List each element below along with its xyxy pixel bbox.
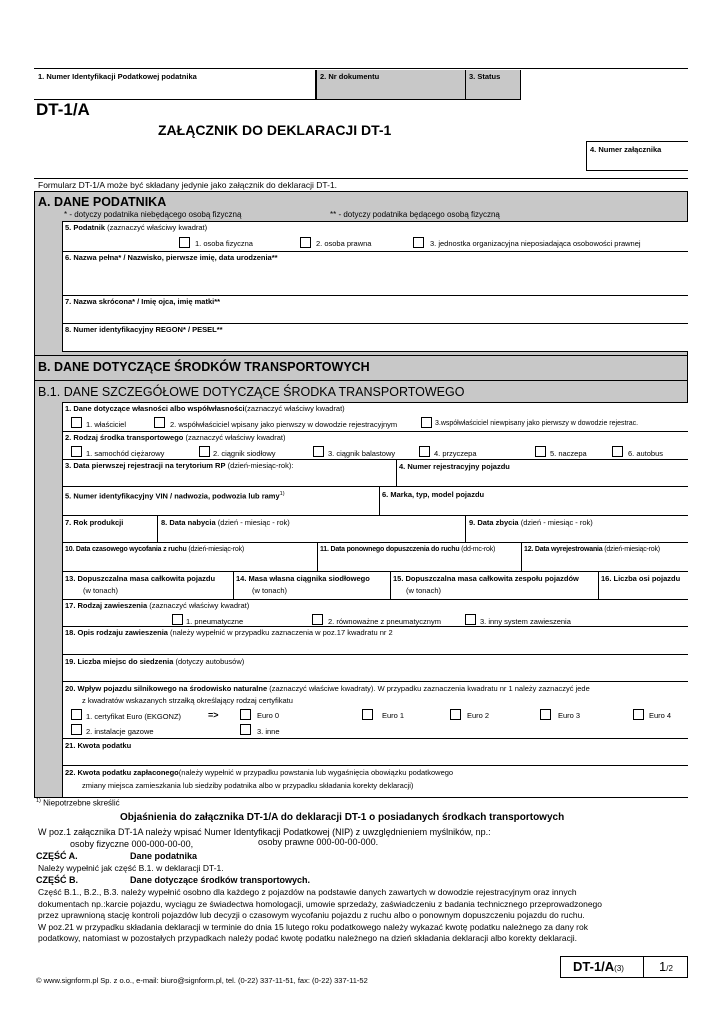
first-registration-hint: (dzień-miesiąc-rok): <box>227 461 294 470</box>
readmission-date-label: 11. Data ponownego dopuszczenia do ruchu <box>320 546 460 553</box>
option-bus: 6. autobus <box>628 449 664 458</box>
section-b1-title: B.1. DANE SZCZEGÓŁOWE DOTYCZĄCE ŚRODKA TRANSPORTOWEGO <box>38 385 465 399</box>
row-divider <box>62 654 688 655</box>
readmission-date-field[interactable] <box>320 546 495 553</box>
nip-field[interactable] <box>34 70 316 100</box>
attachment-number-field[interactable] <box>586 141 688 171</box>
status-field <box>466 70 521 100</box>
checkbox-euro-0[interactable] <box>240 709 251 720</box>
page-total: /2 <box>666 964 673 973</box>
withdrawal-date-field[interactable] <box>65 546 244 553</box>
checkbox-pneumatic-equivalent[interactable] <box>312 614 323 625</box>
row-divider <box>62 599 688 600</box>
checkbox-legal-person[interactable] <box>300 237 311 248</box>
page-current: 1 <box>659 959 667 974</box>
paid-tax-hint-1: (należy wypełnić w przypadku powstania lub wygaśnięcia obowiązku podatkowego <box>178 768 454 777</box>
footnote <box>36 798 120 808</box>
production-year-label: 7. Rok produkcji <box>65 518 124 527</box>
acquisition-date-field[interactable] <box>161 518 290 527</box>
explanation-nip-legal: osoby prawne 000-00-00-000. <box>258 837 379 847</box>
registration-number-field[interactable] <box>399 462 510 471</box>
checkbox-co-owner-first[interactable] <box>154 417 165 428</box>
col-divider <box>317 542 318 571</box>
suspension-type-hint: (zaznaczyć właściwy kwadrat) <box>149 601 250 610</box>
option-gas-installation: 2. instalacje gazowe <box>86 727 154 736</box>
checkbox-co-owner-other[interactable] <box>421 417 432 428</box>
seat-count-label: 19. Liczba miejsc do siedzenia <box>65 657 174 666</box>
explanation-nip: W poz.1 załącznika DT-1A należy wpisać Numer Identyfikacji Podatkowej (NIP) z uwzględnieniem myślników, np.: <box>38 827 491 837</box>
tractor-weight-label: 14. Masa własna ciągnika siodłowego <box>236 574 370 583</box>
option-truck: 1. samochód ciężarowy <box>86 449 165 458</box>
checkbox-euro-cert[interactable] <box>71 709 82 720</box>
checkbox-tractor-unit[interactable] <box>199 446 210 457</box>
checkbox-euro-2[interactable] <box>450 709 461 720</box>
form-note-row <box>34 178 688 192</box>
checkbox-truck[interactable] <box>71 446 82 457</box>
seat-count-hint: (dotyczy autobusów) <box>175 657 245 666</box>
part-b-line: W poz.21 w przypadku składania deklaracji w terminie do dnia 15 lutego roku podatkowego należy wykazać kwotę podatku należnego za dany rok <box>38 921 588 932</box>
footnote-text: Niepotrzebne skreślić <box>43 798 120 808</box>
doc-number-field <box>316 70 466 100</box>
page-number <box>659 959 673 974</box>
paid-tax-field[interactable] <box>65 768 453 777</box>
col-divider <box>396 459 397 486</box>
short-name-field[interactable] <box>62 296 688 324</box>
option-euro-4: Euro 4 <box>649 711 672 720</box>
tax-amount-field[interactable] <box>65 741 131 750</box>
option-natural-person: 1. osoba fizyczna <box>195 239 253 248</box>
tax-amount-label: 21. Kwota podatku <box>65 741 132 750</box>
deregistration-date-label: 12. Data wyrejestrowania <box>524 546 603 553</box>
checkbox-other-env[interactable] <box>240 724 251 735</box>
attachment-number-label: 4. Numer załącznika <box>590 145 662 154</box>
col-divider <box>598 571 599 599</box>
vin-field[interactable] <box>65 491 285 501</box>
checkbox-euro-1[interactable] <box>362 709 373 720</box>
arrow-indicator: => <box>208 710 219 720</box>
option-legal-person: 2. osoba prawna <box>316 239 372 248</box>
acquisition-date-label: 8. Data nabycia <box>161 518 216 527</box>
part-a-text: Należy wypełnić jak część B.1. w deklaracji DT-1. <box>38 863 224 873</box>
suspension-description-field[interactable] <box>65 628 393 637</box>
section-b-divider <box>34 380 688 381</box>
row-divider <box>62 431 688 432</box>
first-registration-field[interactable] <box>65 461 293 470</box>
deregistration-date-hint: (dzień-miesiąc-rok) <box>604 546 660 553</box>
checkbox-trailer[interactable] <box>419 446 430 457</box>
part-b-text <box>38 887 602 945</box>
vin-footnote-ref: 1) <box>279 491 285 497</box>
option-org-unit: 3. jednostka organizacyjna nieposiadająca osobowości prawnej <box>430 239 641 248</box>
paid-tax-label: 22. Kwota podatku zapłaconego <box>65 768 179 777</box>
withdrawal-date-hint: (dzień-miesiąc-rok) <box>188 546 245 553</box>
section-b-title: B. DANE DOTYCZĄCE ŚRODKÓW TRANSPORTOWYCH <box>38 360 370 374</box>
suspension-type-label: 17. Rodzaj zawieszenia <box>65 601 148 610</box>
tractor-weight-unit: (w tonach) <box>252 586 288 595</box>
footer-form-code <box>573 959 624 974</box>
tractor-weight-field[interactable] <box>236 574 370 583</box>
full-name-field[interactable] <box>62 252 688 296</box>
explanations-title: Objaśnienia do załącznika DT-1/A do deklaracji DT-1 o posiadanych środkach transportowych <box>120 812 565 823</box>
part-b-line: podatkowy, natomiast w pozostałych przypadkach należy podać kwotę podatku należnego na dzień składania deklaracji albo korekty deklaracji. <box>38 933 577 944</box>
part-a-title: Dane podatnika <box>130 851 198 861</box>
col-divider <box>157 515 158 542</box>
doc-number-label: 2. Nr dokumentu <box>320 72 380 81</box>
option-trailer: 4. przyczepa <box>434 449 477 458</box>
option-other-env: 3. inne <box>257 727 280 736</box>
regon-pesel-label: 8. Numer identyfikacyjny REGON* / PESEL** <box>65 325 223 334</box>
checkbox-euro-3[interactable] <box>540 709 551 720</box>
axle-count-label: 16. Liczba osi pojazdu <box>601 574 681 583</box>
checkbox-euro-4[interactable] <box>633 709 644 720</box>
checkbox-bus[interactable] <box>612 446 623 457</box>
option-pneumatic-equivalent: 2. równoważne z pneumatycznym <box>328 617 441 626</box>
combination-weight-field[interactable] <box>393 574 579 583</box>
option-co-owner-first: 2. współwłaściciel wpisany jako pierwszy w dowodzie rejestracyjnym <box>170 420 398 429</box>
row-divider <box>62 486 688 487</box>
option-semi-trailer: 5. naczepa <box>550 449 587 458</box>
col-divider <box>379 486 380 515</box>
row-divider <box>62 571 688 572</box>
footnote-mark: 1) <box>36 798 41 804</box>
form-note: Formularz DT-1/A może być składany jedynie jako załącznik do deklaracji DT-1. <box>38 180 338 190</box>
taxpayer-type-hint: (zaznaczyć właściwy kwadrat) <box>107 223 208 232</box>
row-divider <box>62 626 688 627</box>
first-registration-label: 3. Data pierwszej rejestracji na terytorium RP <box>65 461 226 470</box>
option-ballast-tractor: 3. ciągnik balastowy <box>328 449 396 458</box>
vehicle-type-label: 2. Rodzaj środka transportowego <box>65 433 184 442</box>
gross-weight-label: 13. Dopuszczalna masa całkowita pojazdu <box>65 574 216 583</box>
deregistration-date-field[interactable] <box>524 546 660 553</box>
part-b-title: Dane dotyczące środków transportowych. <box>130 875 311 885</box>
readmission-date-hint: (dd-mc-rok) <box>461 546 496 553</box>
regon-pesel-field[interactable] <box>62 324 688 352</box>
col-divider <box>390 571 391 599</box>
disposal-date-label: 9. Data zbycia <box>469 518 519 527</box>
part-a-heading: CZĘŚĆ A. <box>36 851 78 861</box>
registration-number-label: 4. Numer rejestracyjny pojazdu <box>399 462 510 471</box>
nip-label: 1. Numer Identyfikacji Podatkowej podatnika <box>38 72 197 81</box>
environment-hint-1: (zaznaczyć właściwe kwadraty). W przypadku zaznaczenia kwadratu nr 1 należy zaznaczyć jede <box>269 684 590 693</box>
checkbox-pneumatic[interactable] <box>172 614 183 625</box>
gross-weight-field[interactable] <box>65 574 215 583</box>
combination-weight-label: 15. Dopuszczalna masa całkowita zespołu pojazdów <box>393 574 579 583</box>
footer-form-version: (3) <box>614 964 624 973</box>
part-b-heading: CZĘŚĆ B. <box>36 875 79 885</box>
taxpayer-type-label: 5. Podatnik <box>65 223 106 232</box>
section-b-bottom <box>34 797 688 798</box>
ownership-hint: (zaznaczyć właściwy kwadrat) <box>244 404 345 413</box>
row-divider <box>62 515 688 516</box>
make-model-label: 6. Marka, typ, model pojazdu <box>382 490 485 499</box>
option-tractor-unit: 2. ciągnik siodłowy <box>213 449 276 458</box>
section-a-note-2: ** - dotyczy podatnika będącego osobą fizyczną <box>330 210 500 219</box>
col-divider <box>233 571 234 599</box>
row-divider <box>62 765 688 766</box>
option-owner: 1. właściciel <box>86 420 127 429</box>
disposal-date-field[interactable] <box>469 518 593 527</box>
top-rule <box>34 68 688 69</box>
seat-count-field[interactable] <box>65 657 244 666</box>
row-divider <box>62 738 688 739</box>
status-label: 3. Status <box>469 72 501 81</box>
checkbox-natural-person[interactable] <box>179 237 190 248</box>
acquisition-date-hint: (dzień - miesiąc - rok) <box>217 518 290 527</box>
footer-form-box <box>560 956 688 978</box>
paid-tax-hint-2: zmiany miejsca zamieszkania lub siedziby podatnika albo w przypadku składania korekty deklaracji) <box>82 781 414 790</box>
option-other-suspension: 3. inny system zawieszenia <box>480 617 571 626</box>
col-divider <box>465 515 466 542</box>
form-code: DT-1/A <box>36 100 90 119</box>
checkbox-owner[interactable] <box>71 417 82 428</box>
checkbox-gas-installation[interactable] <box>71 724 82 735</box>
checkbox-semi-trailer[interactable] <box>535 446 546 457</box>
full-name-label: 6. Nazwa pełna* / Nazwisko, pierwsze imię, data urodzenia** <box>65 253 278 262</box>
vin-label: 5. Numer identyfikacyjny VIN / nadwozia, podwozia lub ramy <box>65 491 280 501</box>
checkbox-ballast-tractor[interactable] <box>313 446 324 457</box>
make-model-field[interactable] <box>382 490 484 499</box>
disposal-date-hint: (dzień - miesiąc - rok) <box>520 518 593 527</box>
option-euro-3: Euro 3 <box>558 711 581 720</box>
footer-divider <box>643 957 644 977</box>
taxpayer-type-field <box>62 221 688 252</box>
axle-count-field[interactable] <box>601 574 680 583</box>
section-a-note-1: * - dotyczy podatnika niebędącego osobą fizyczną <box>64 210 242 219</box>
short-name-label: 7. Nazwa skrócona* / Imię ojca, imię matki** <box>65 297 221 306</box>
checkbox-other-suspension[interactable] <box>465 614 476 625</box>
option-euro-2: Euro 2 <box>467 711 490 720</box>
row-divider <box>62 681 688 682</box>
explanation-nip-natural: osoby fizyczne 000-000-00-00, <box>70 839 194 849</box>
gross-weight-unit: (w tonach) <box>83 586 119 595</box>
option-pneumatic: 1. pneumatyczne <box>186 617 244 626</box>
section-a-title: A. DANE PODATNIKA <box>38 195 167 209</box>
option-co-owner-other: 3.współwłaściciel niewpisany jako pierwszy w dowodzie rejestrac. <box>435 420 639 427</box>
col-divider <box>521 542 522 571</box>
row-divider <box>62 459 688 460</box>
vehicle-type-hint: (zaznaczyć właściwy kwadrat) <box>185 433 286 442</box>
environment-label: 20. Wpływ pojazdu silnikowego na środowisko naturalne <box>65 684 268 693</box>
suspension-description-hint: (należy wypełnić w przypadku zaznaczenia w poz.17 kwadratu nr 2 <box>170 628 393 637</box>
part-b-line: Część B.1., B.2., B.3. należy wypełnić osobno dla każdego z pojazdów na podstawie danych zawartych w dowodzie rejestracyjnym oraz innych <box>38 887 577 897</box>
combination-weight-unit: (w tonach) <box>406 586 442 595</box>
option-euro-cert: 1. certyfikat Euro (EKGONZ) <box>86 712 182 721</box>
page-title: ZAŁĄCZNIK DO DEKLARACJI DT-1 <box>158 122 392 138</box>
option-euro-0: Euro 0 <box>257 711 280 720</box>
part-b-line: przez uprawnioną stację kontroli pojazdów lub decyzji o czasowym wycofaniu pojazdu z ruchu albo o ponownym dopuszczeniu pojazdu do ruchu. <box>38 910 585 921</box>
part-b-line: dokumentach np.:karcie pojazdu, wyciągu ze świadectwa homologacji, umowie sprzedaży, zaświadczeniu z badania technicznego przeprowadzonego <box>38 898 602 909</box>
suspension-description-label: 18. Opis rodzaju zawieszenia <box>65 628 168 637</box>
withdrawal-date-label: 10. Data czasowego wycofania z ruchu <box>65 546 187 553</box>
row-divider <box>62 542 688 543</box>
ownership-label: 1. Dane dotyczące własności albo współwłasności <box>65 404 245 413</box>
production-year-field[interactable] <box>65 518 123 527</box>
footer-form-code-text: DT-1/A <box>573 959 615 974</box>
checkbox-org-unit[interactable] <box>413 237 424 248</box>
option-euro-1: Euro 1 <box>382 711 405 720</box>
environment-hint-2: z kwadratów wskazanych strzałką określający rodzaj certyfikatu <box>82 696 293 705</box>
copyright: © www.signform.pl Sp. z o.o., e-mail: biuro@signform.pl, tel. (0-22) 337-11-51, fax: (0-22) 337-11-52 <box>36 976 368 985</box>
